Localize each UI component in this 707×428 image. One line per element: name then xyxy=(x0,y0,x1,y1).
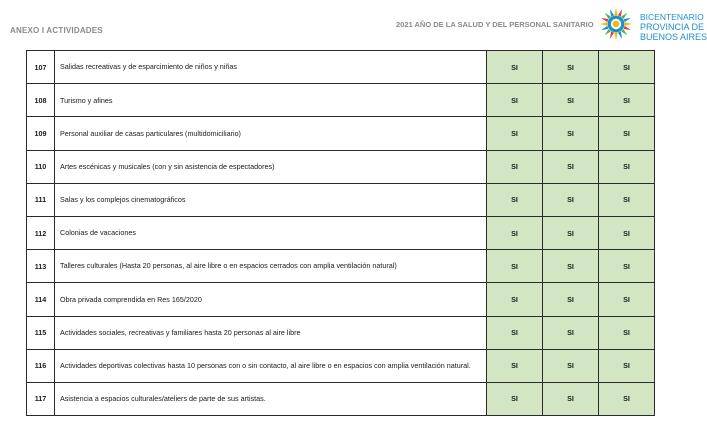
allowed-cell: SI xyxy=(487,117,543,150)
table-row xyxy=(27,117,655,150)
activity-description: Actividades sociales, recreativas y familiares hasta 20 personas al aire libre xyxy=(55,316,487,349)
allowed-cell: SI xyxy=(543,183,599,216)
logo-ray xyxy=(624,18,631,22)
logo-ray xyxy=(610,32,614,39)
logo-ray xyxy=(614,33,617,40)
activity-description: Turismo y afines xyxy=(55,84,487,117)
year-title: 2021 AÑO DE LA SALUD Y DEL PERSONAL SANITARIO xyxy=(396,20,594,29)
activities-table xyxy=(26,50,655,416)
activity-description: Obra privada comprendida en Res 165/2020 xyxy=(55,283,487,316)
activity-description: Salidas recreativas y de esparcimiento de niños y niñas xyxy=(55,51,487,84)
allowed-cell: SI xyxy=(599,216,655,249)
activity-description: Personal auxiliar de casas particulares (multidomiciliario) xyxy=(55,117,487,150)
page-header xyxy=(0,0,707,48)
row-number: 117 xyxy=(27,382,55,415)
allowed-cell: SI xyxy=(487,349,543,382)
row-number: 108 xyxy=(27,84,55,117)
activity-description: Talleres culturales (Hasta 20 personas, al aire libre o en espacios cerrados con amplia ventilación natural) xyxy=(55,250,487,283)
logo-ray xyxy=(621,13,627,19)
row-number: 107 xyxy=(27,51,55,84)
logo-ray xyxy=(600,22,607,25)
allowed-cell: SI xyxy=(487,150,543,183)
allowed-cell: SI xyxy=(487,51,543,84)
allowed-cell: SI xyxy=(487,316,543,349)
allowed-cell: SI xyxy=(487,250,543,283)
allowed-cell: SI xyxy=(543,51,599,84)
logo-ray xyxy=(601,18,608,22)
allowed-cell: SI xyxy=(543,349,599,382)
activity-description: Asistencia a espacios culturales/ateliers de parte de sus artistas. xyxy=(55,382,487,415)
allowed-cell: SI xyxy=(543,150,599,183)
allowed-cell: SI xyxy=(599,316,655,349)
annex-label: ANEXO I ACTIVIDADES xyxy=(10,26,103,35)
allowed-cell: SI xyxy=(543,283,599,316)
activity-description: Colonias de vacaciones xyxy=(55,216,487,249)
logo-ray xyxy=(614,8,617,15)
table-row xyxy=(27,51,655,84)
logo-ray xyxy=(621,29,627,35)
activity-description: Actividades deportivas colectivas hasta 10 personas con o sin contacto, al aire libre o en espacios con amplia ventilación natural. xyxy=(55,349,487,382)
table-row xyxy=(27,150,655,183)
allowed-cell: SI xyxy=(543,382,599,415)
row-number: 111 xyxy=(27,183,55,216)
logo-ray xyxy=(618,9,622,16)
activity-description: Salas y los complejos cinematográficos xyxy=(55,183,487,216)
row-number: 110 xyxy=(27,150,55,183)
allowed-cell: SI xyxy=(599,382,655,415)
logo-ray xyxy=(624,26,631,30)
logo-line-2: PROVINCIA DE xyxy=(640,22,705,32)
allowed-cell: SI xyxy=(599,51,655,84)
row-number: 112 xyxy=(27,216,55,249)
logo-ray xyxy=(625,22,632,25)
allowed-cell: SI xyxy=(599,349,655,382)
allowed-cell: SI xyxy=(543,84,599,117)
table-row xyxy=(27,382,655,415)
allowed-cell: SI xyxy=(599,283,655,316)
logo-line-3: BUENOS AIRES xyxy=(640,32,707,42)
logo-wordmark xyxy=(640,12,707,42)
allowed-cell: SI xyxy=(543,117,599,150)
allowed-cell: SI xyxy=(487,216,543,249)
logo-ray xyxy=(605,13,611,19)
allowed-cell: SI xyxy=(543,216,599,249)
allowed-cell: SI xyxy=(543,316,599,349)
allowed-cell: SI xyxy=(487,84,543,117)
table-row xyxy=(27,349,655,382)
allowed-cell: SI xyxy=(487,183,543,216)
table-row xyxy=(27,250,655,283)
row-number: 115 xyxy=(27,316,55,349)
logo-ray xyxy=(601,26,608,30)
table-row xyxy=(27,183,655,216)
logo-ray xyxy=(610,9,614,16)
allowed-cell: SI xyxy=(543,250,599,283)
row-number: 114 xyxy=(27,283,55,316)
allowed-cell: SI xyxy=(599,250,655,283)
allowed-cell: SI xyxy=(599,84,655,117)
allowed-cell: SI xyxy=(599,150,655,183)
logo-ray xyxy=(618,32,622,39)
logo-line-1: BICENTENARIO xyxy=(640,12,704,22)
table-row xyxy=(27,316,655,349)
table-row xyxy=(27,283,655,316)
allowed-cell: SI xyxy=(487,283,543,316)
table-row xyxy=(27,216,655,249)
bicentenario-sun-logo-icon xyxy=(599,7,633,41)
activity-description: Artes escénicas y musicales (con y sin asistencia de espectadores) xyxy=(55,150,487,183)
allowed-cell: SI xyxy=(487,382,543,415)
allowed-cell: SI xyxy=(599,183,655,216)
row-number: 109 xyxy=(27,117,55,150)
row-number: 116 xyxy=(27,349,55,382)
table-row xyxy=(27,84,655,117)
logo-ray xyxy=(605,29,611,35)
allowed-cell: SI xyxy=(599,117,655,150)
row-number: 113 xyxy=(27,250,55,283)
